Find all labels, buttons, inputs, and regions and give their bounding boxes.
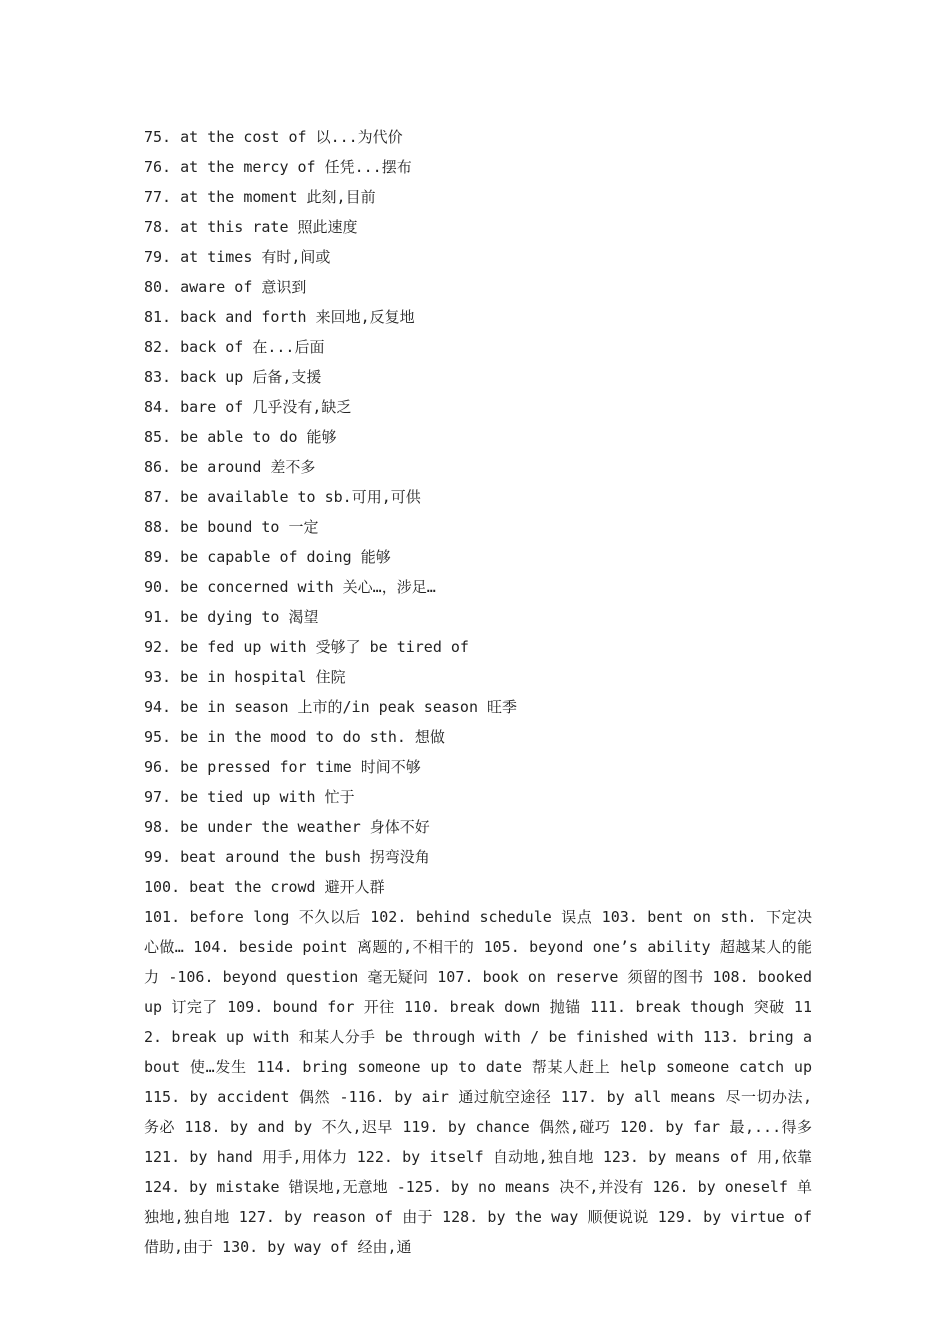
list-item: 92. be fed up with 受够了 be tired of — [144, 638, 469, 656]
list-item: 81. back and forth 来回地,反复地 — [144, 308, 415, 326]
list-item: 97. be tied up with 忙于 — [144, 788, 355, 806]
list-item: 90. be concerned with 关心…，涉足… — [144, 578, 436, 596]
list-item: 88. be bound to 一定 — [144, 518, 319, 536]
list-item: 93. be in hospital 住院 — [144, 668, 346, 686]
list-item: 98. be under the weather 身体不好 — [144, 818, 430, 836]
list-item: 87. be available to sb.可用,可供 — [144, 488, 421, 506]
list-item: 78. at this rate 照此速度 — [144, 218, 358, 236]
list-item: 85. be able to do 能够 — [144, 428, 337, 446]
list-item: 84. bare of 几乎没有,缺乏 — [144, 398, 352, 416]
list-item: 99. beat around the bush 拐弯没角 — [144, 848, 430, 866]
list-item: 79. at times 有时,间或 — [144, 248, 331, 266]
list-item: 94. be in season 上市的/in peak season 旺季 — [144, 698, 518, 716]
list-item: 77. at the moment 此刻,目前 — [144, 188, 376, 206]
list-item: 89. be capable of doing 能够 — [144, 548, 391, 566]
list-item: 75. at the cost of 以...为代价 — [144, 128, 403, 146]
list-item: 83. back up 后备,支援 — [144, 368, 322, 386]
list-item: 82. back of 在...后面 — [144, 338, 325, 356]
list-item: 95. be in the mood to do sth. 想做 — [144, 728, 445, 746]
phrase-list — [144, 122, 812, 1262]
phrase-paragraph: 101. before long 不久以后 102. behind schedule 误点 103. bent on sth. 下定决心做… 104. beside point 离题的,不相干的 105. beyond one’s ability 超越某人的能力 -106. beyond question 毫无疑问 107. book on reserve 须留的图书 108. booked up 订完了 109. bound for 开往 110. break down 抛锚 111. break though 突破 112. break up with 和某人分手 be through with / be finished with 113. bring about 使…发生 114. bring someone up to date 帮某人赶上 help someone catch up 115. by accident 偶然 -116. by air 通过航空途径 117. by all means 尽一切办法,务必 118. by and by 不久,迟早 119. by chance 偶然,碰巧 120. by far 最,...得多 121. by hand 用手,用体力 122. by itself 自动地,独自地 123. by means of 用,依靠 124. by mistake 错误地,无意地 -125. by no means 决不,并没有 126. by oneself 单独地,独自地 127. by reason of 由于 128. by the way 顺便说说 129. by virtue of 借助,由于 130. by way of 经由,通 — [144, 908, 812, 1256]
list-item: 96. be pressed for time 时间不够 — [144, 758, 421, 776]
list-item: 80. aware of 意识到 — [144, 278, 307, 296]
list-item: 100. beat the crowd 避开人群 — [144, 878, 385, 896]
list-item: 91. be dying to 渴望 — [144, 608, 319, 626]
list-item: 86. be around 差不多 — [144, 458, 316, 476]
list-item: 76. at the mercy of 任凭...摆布 — [144, 158, 412, 176]
